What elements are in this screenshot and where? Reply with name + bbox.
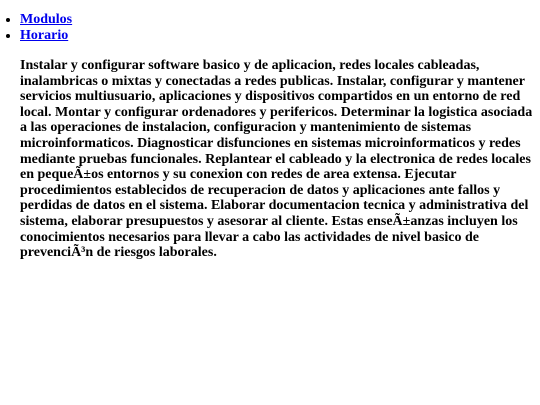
modulos-link[interactable]: Modulos [20, 12, 73, 27]
horario-link[interactable]: Horario [20, 28, 69, 43]
nav-list [0, 12, 72, 44]
course-description: Instalar y configurar software basico y de aplicacion, redes locales cableadas, inalambricas o mixtas y conectadas a redes publicas. Instalar, configurar y mantener servicios multiusuario, aplicaciones y dispositivos compartidos en un entorno de red local. Montar y configurar ordenadores y perifericos. Determinar la logistica asociada a las operaciones de instalacion, configuracion y mantenimiento de sistemas microinformaticos. Diagnosticar disfunciones en sistemas microinformaticos y redes mediante pruebas funcionales. Replantear el cableado y la electronica de redes locales en pequeÃ±os entornos y su conexion con redes de area extensa. Ejecutar procedimientos establecidos de recuperacion de datos y aplicaciones ante fallos y perdidas de datos en el sistema. Elaborar documentacion tecnica y administrativa del sistema, elaborar presupuestos y asesorar al cliente. Estas enseÃ±anzas incluyen los conocimientos necesarios para llevar a cabo las actividades de nivel basico de prevenciÃ³n de riesgos laborales. [20, 58, 533, 261]
nav-item-modulos [20, 12, 72, 28]
nav-item-horario [20, 28, 72, 44]
